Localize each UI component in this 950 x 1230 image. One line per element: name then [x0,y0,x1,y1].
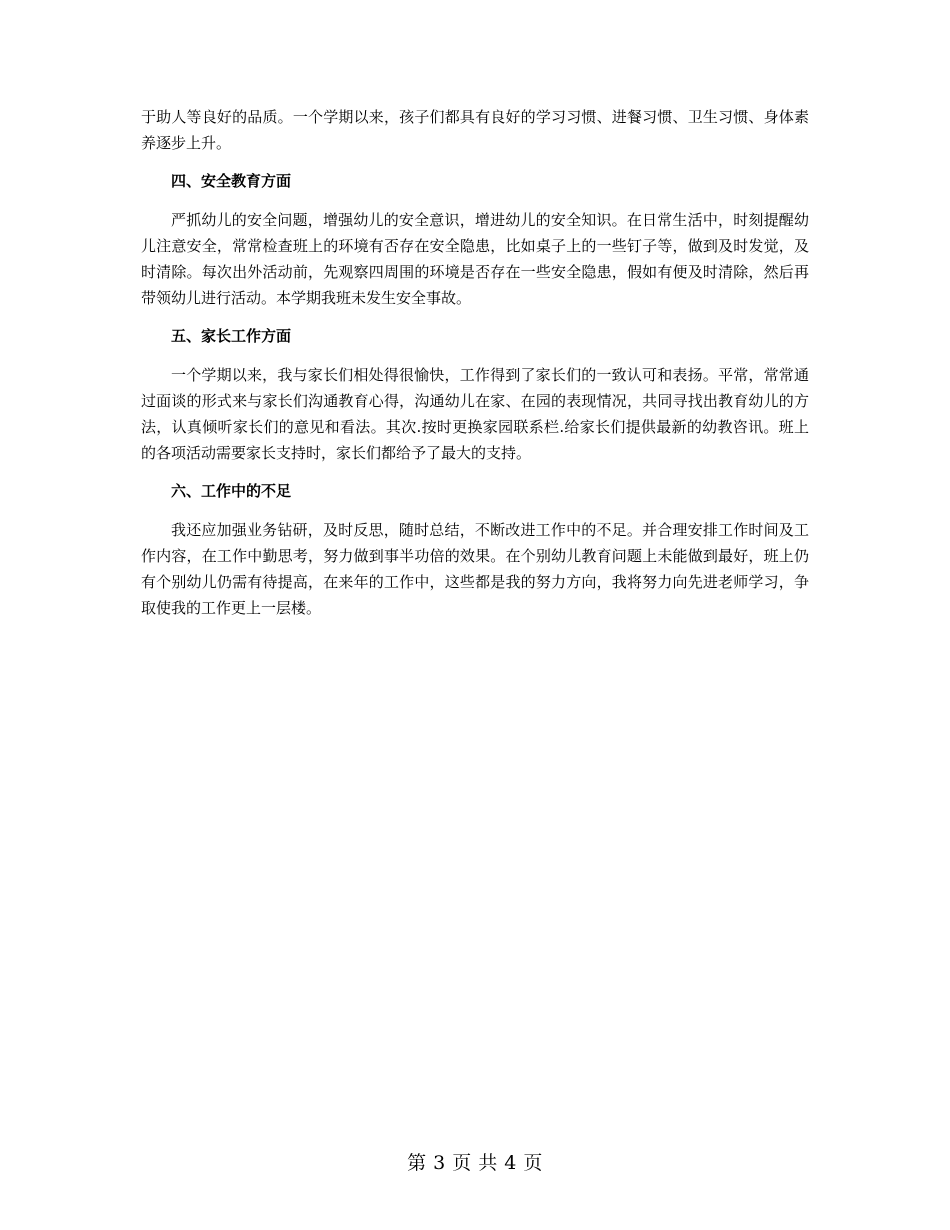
document-body [141,0,809,621]
section-heading: 五、家长工作方面 [171,327,292,345]
page-number-label: 第 3 页 共 4 页 [407,1152,543,1174]
section-safety-education [141,168,809,311]
section-heading: 四、安全教育方面 [171,172,292,190]
section-heading: 六、工作中的不足 [171,482,292,500]
opening-paragraph: 于助人等良好的品质。一个学期以来，孩子们都具有良好的学习习惯、进餐习惯、卫生习惯、身体素养逐步上升。 [141,108,809,152]
section-paragraph: 一个学期以来，我与家长们相处得很愉快，工作得到了家长们的一致认可和表扬。平常，常常通过面谈的形式来与家长们沟通教育心得，沟通幼儿在家、在园的表现情况，共同寻找出教育幼儿的方法，认真倾听家长们的意见和看法。其次.按时更换家园联系栏.给家长们提供最新的幼教咨讯。班上的各项活动需要家长支持时，家长们都给予了最大的支持。 [141,366,809,462]
section-paragraph: 严抓幼儿的安全问题，增强幼儿的安全意识，增进幼儿的安全知识。在日常生活中，时刻提醒幼儿注意安全，常常检查班上的环境有否存在安全隐患，比如桌子上的一些钉子等，做到及时发觉，及时清除。每次出外活动前，先观察四周围的环境是否存在一些安全隐患，假如有便及时清除，然后再带领幼儿进行活动。本学期我班未发生安全事故。 [141,211,809,307]
page-number-footer [0,1150,950,1176]
section-shortcomings [141,478,809,621]
section-parent-work [141,323,809,466]
section-paragraph: 我还应加强业务钻研，及时反思，随时总结，不断改进工作中的不足。并合理安排工作时间及工作内容，在工作中勤思考，努力做到事半功倍的效果。在个别幼儿教育问题上未能做到最好，班上仍有个别幼儿仍需有待提高，在来年的工作中，这些都是我的努力方向，我将努力向先进老师学习，争取使我的工作更上一层楼。 [141,521,809,617]
